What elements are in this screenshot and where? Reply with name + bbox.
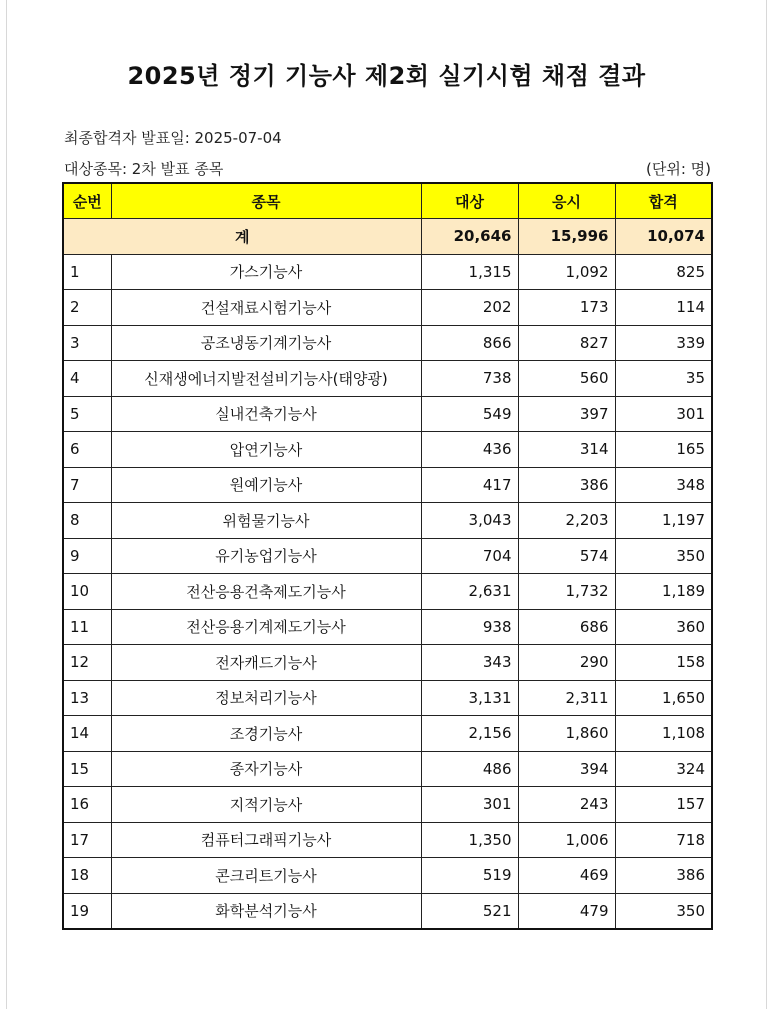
table-row: [63, 503, 712, 539]
table-row: [63, 787, 712, 823]
row-number: 12: [63, 645, 111, 681]
row-applied: 479: [518, 893, 615, 929]
row-applied: 560: [518, 361, 615, 397]
header-name: 종목: [111, 183, 421, 219]
table-row: [63, 716, 712, 752]
row-name: 컴퓨터그래픽기능사: [111, 822, 421, 858]
row-applied: 1,092: [518, 254, 615, 290]
row-name: 건설재료시험기능사: [111, 290, 421, 326]
row-name: 종자기능사: [111, 751, 421, 787]
table-row: [63, 858, 712, 894]
row-name: 지적기능사: [111, 787, 421, 823]
row-target: 417: [421, 467, 518, 503]
row-target: 938: [421, 609, 518, 645]
table-row: [63, 645, 712, 681]
row-target: 704: [421, 538, 518, 574]
row-passed: 1,189: [615, 574, 712, 610]
row-name: 원예기능사: [111, 467, 421, 503]
row-passed: 1,108: [615, 716, 712, 752]
row-number: 5: [63, 396, 111, 432]
row-number: 9: [63, 538, 111, 574]
row-name: 실내건축기능사: [111, 396, 421, 432]
row-passed: 114: [615, 290, 712, 326]
row-number: 8: [63, 503, 111, 539]
header-no: 순번: [63, 183, 111, 219]
row-name: 전산응용기계제도기능사: [111, 609, 421, 645]
row-target: 738: [421, 361, 518, 397]
row-target: 866: [421, 325, 518, 361]
row-target: 2,156: [421, 716, 518, 752]
row-name: 유기농업기능사: [111, 538, 421, 574]
table-row: [63, 432, 712, 468]
row-name: 조경기능사: [111, 716, 421, 752]
row-name: 콘크리트기능사: [111, 858, 421, 894]
row-number: 13: [63, 680, 111, 716]
row-applied: 397: [518, 396, 615, 432]
table-row: [63, 574, 712, 610]
row-target: 343: [421, 645, 518, 681]
row-name: 가스기능사: [111, 254, 421, 290]
table-row: [63, 893, 712, 929]
table-row: [63, 254, 712, 290]
row-name: 정보처리기능사: [111, 680, 421, 716]
unit-label: (단위: 명): [646, 160, 711, 178]
row-applied: 173: [518, 290, 615, 326]
row-number: 1: [63, 254, 111, 290]
row-passed: 35: [615, 361, 712, 397]
row-applied: 686: [518, 609, 615, 645]
row-target: 1,350: [421, 822, 518, 858]
row-target: 519: [421, 858, 518, 894]
announcement-date: 최종합격자 발표일: 2025-07-04: [64, 129, 282, 147]
row-target: 301: [421, 787, 518, 823]
row-passed: 339: [615, 325, 712, 361]
results-table: [62, 182, 713, 930]
row-applied: 2,203: [518, 503, 615, 539]
total-passed: 10,074: [615, 219, 712, 255]
row-number: 6: [63, 432, 111, 468]
row-name: 전산응용건축제도기능사: [111, 574, 421, 610]
table-row: [63, 396, 712, 432]
row-number: 19: [63, 893, 111, 929]
row-target: 202: [421, 290, 518, 326]
table-row: [63, 680, 712, 716]
row-applied: 827: [518, 325, 615, 361]
row-applied: 2,311: [518, 680, 615, 716]
row-passed: 157: [615, 787, 712, 823]
row-target: 1,315: [421, 254, 518, 290]
table-row: [63, 467, 712, 503]
row-passed: 348: [615, 467, 712, 503]
row-passed: 165: [615, 432, 712, 468]
total-target: 20,646: [421, 219, 518, 255]
row-passed: 350: [615, 538, 712, 574]
row-passed: 360: [615, 609, 712, 645]
table-row: [63, 609, 712, 645]
row-applied: 1,732: [518, 574, 615, 610]
row-passed: 825: [615, 254, 712, 290]
row-applied: 394: [518, 751, 615, 787]
total-row: [63, 219, 712, 255]
row-target: 3,131: [421, 680, 518, 716]
table-row: [63, 822, 712, 858]
table-header-row: [63, 183, 712, 219]
row-name: 위험물기능사: [111, 503, 421, 539]
header-target: 대상: [421, 183, 518, 219]
row-name: 공조냉동기계기능사: [111, 325, 421, 361]
row-target: 3,043: [421, 503, 518, 539]
target-scope: 대상종목: 2차 발표 종목: [64, 160, 224, 178]
row-passed: 301: [615, 396, 712, 432]
row-passed: 324: [615, 751, 712, 787]
row-number: 7: [63, 467, 111, 503]
row-applied: 469: [518, 858, 615, 894]
row-applied: 243: [518, 787, 615, 823]
table-row: [63, 751, 712, 787]
row-applied: 386: [518, 467, 615, 503]
row-number: 14: [63, 716, 111, 752]
table-row: [63, 325, 712, 361]
row-number: 11: [63, 609, 111, 645]
header-passed: 합격: [615, 183, 712, 219]
row-passed: 1,650: [615, 680, 712, 716]
row-target: 486: [421, 751, 518, 787]
row-number: 18: [63, 858, 111, 894]
row-number: 3: [63, 325, 111, 361]
row-number: 16: [63, 787, 111, 823]
row-name: 압연기능사: [111, 432, 421, 468]
row-number: 2: [63, 290, 111, 326]
row-target: 2,631: [421, 574, 518, 610]
row-applied: 1,006: [518, 822, 615, 858]
row-passed: 386: [615, 858, 712, 894]
row-applied: 314: [518, 432, 615, 468]
row-target: 436: [421, 432, 518, 468]
row-number: 10: [63, 574, 111, 610]
row-passed: 1,197: [615, 503, 712, 539]
header-applied: 응시: [518, 183, 615, 219]
row-applied: 1,860: [518, 716, 615, 752]
row-passed: 350: [615, 893, 712, 929]
row-name: 신재생에너지발전설비기능사(태양광): [111, 361, 421, 397]
row-passed: 158: [615, 645, 712, 681]
table-row: [63, 290, 712, 326]
row-number: 17: [63, 822, 111, 858]
row-target: 549: [421, 396, 518, 432]
row-applied: 290: [518, 645, 615, 681]
row-name: 화학분석기능사: [111, 893, 421, 929]
row-applied: 574: [518, 538, 615, 574]
table-row: [63, 361, 712, 397]
page-title: 2025년 정기 기능사 제2회 실기시험 채점 결과: [127, 62, 646, 90]
row-target: 521: [421, 893, 518, 929]
table-row: [63, 538, 712, 574]
row-number: 15: [63, 751, 111, 787]
total-applied: 15,996: [518, 219, 615, 255]
total-label: 계: [63, 219, 421, 255]
row-name: 전자캐드기능사: [111, 645, 421, 681]
row-number: 4: [63, 361, 111, 397]
row-passed: 718: [615, 822, 712, 858]
